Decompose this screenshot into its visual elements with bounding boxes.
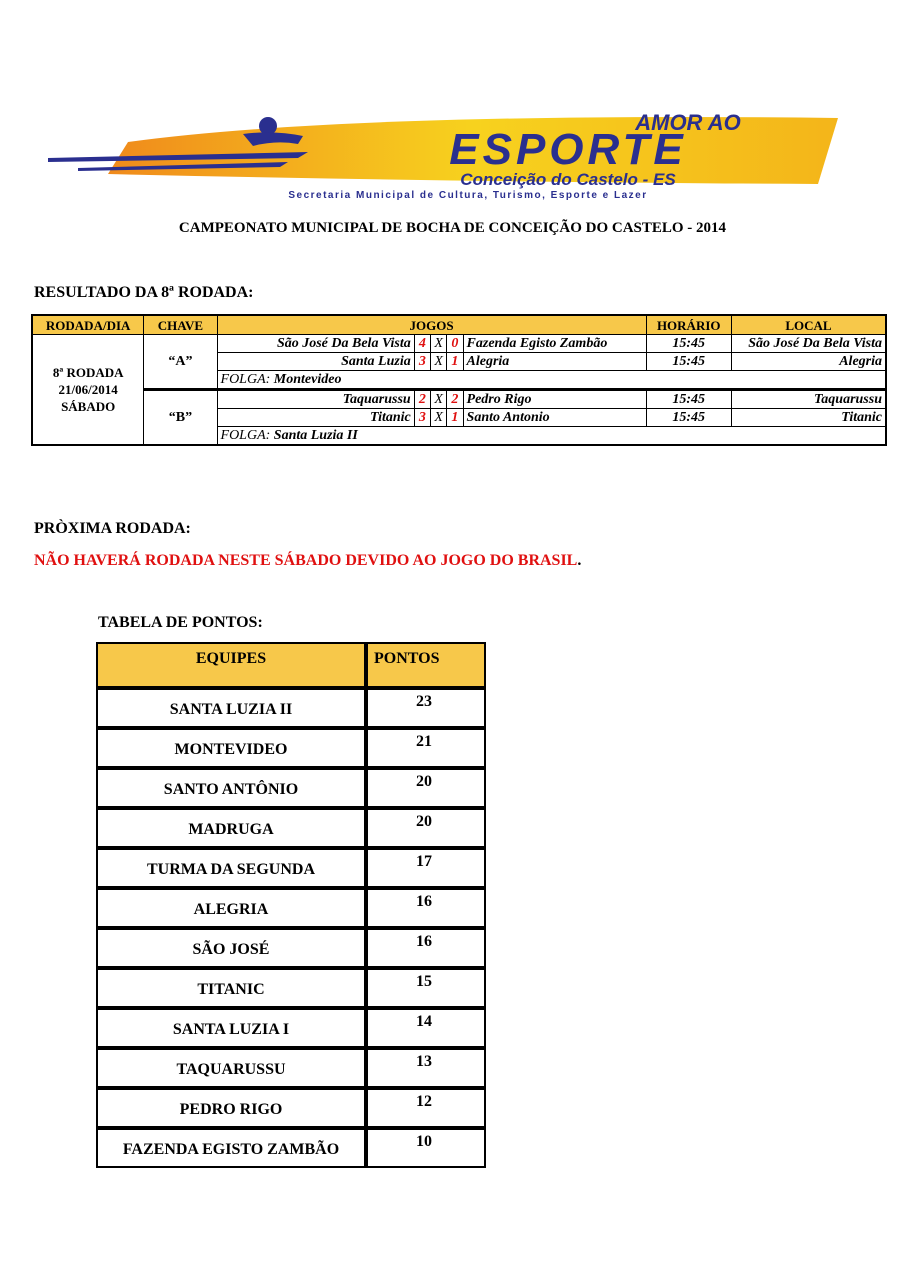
table-row <box>98 770 484 810</box>
team-points: 20 <box>368 770 484 810</box>
table-row <box>98 970 484 1010</box>
versus: X <box>431 390 447 409</box>
team-points: 16 <box>368 890 484 930</box>
team-points: 20 <box>368 810 484 850</box>
team-points: 17 <box>368 850 484 890</box>
team-name: MONTEVIDEO <box>98 730 368 770</box>
game-local: Alegria <box>731 353 886 371</box>
home-score: 2 <box>414 390 430 409</box>
team-name: SÃO JOSÉ <box>98 930 368 970</box>
next-round-label: PRÒXIMA RODADA: <box>34 520 191 537</box>
away-team: Alegria <box>463 353 646 371</box>
chave-a: “A” <box>144 335 217 390</box>
rodada-date: 21/06/2014 <box>58 382 118 397</box>
table-row <box>98 1050 484 1090</box>
folga-cell <box>217 427 886 446</box>
championship-title: CAMPEONATO MUNICIPAL DE BOCHA DE CONCEIÇÃO DO CASTELO - 2014 <box>178 220 727 236</box>
table-row <box>98 890 484 930</box>
home-score: 3 <box>414 409 430 427</box>
away-score: 2 <box>447 390 463 409</box>
rodada-number: 8ª RODADA <box>52 365 124 380</box>
team-name: TITANIC <box>98 970 368 1010</box>
table-row <box>98 930 484 970</box>
folga-label: FOLGA: <box>220 428 271 443</box>
points-table-label: TABELA DE PONTOS: <box>98 614 263 631</box>
header-horario: HORÁRIO <box>646 315 731 335</box>
game-row <box>32 390 886 409</box>
team-points: 15 <box>368 970 484 1010</box>
table-row <box>98 690 484 730</box>
logo-tagline: Secretaria Municipal de Cultura, Turismo, Esporte e Lazer <box>288 190 648 200</box>
folga-team: Montevideo <box>273 372 342 387</box>
team-points: 14 <box>368 1010 484 1050</box>
game-time: 15:45 <box>646 409 731 427</box>
versus: X <box>431 409 447 427</box>
result-label: RESULTADO DA 8ª RODADA: <box>34 284 254 301</box>
table-row <box>98 1090 484 1130</box>
table-row <box>98 810 484 850</box>
game-local: Taquarussu <box>731 390 886 409</box>
next-round-text: NÃO HAVERÁ RODADA NESTE SÁBADO DEVIDO AO JOGO DO BRASIL <box>34 552 578 569</box>
logo-main-text: ESPORTE <box>449 125 687 174</box>
team-name: ALEGRIA <box>98 890 368 930</box>
home-score: 4 <box>414 335 430 353</box>
table-row <box>98 730 484 770</box>
logo-top-text: AMOR AO <box>635 112 741 135</box>
rodada-cell <box>32 335 144 446</box>
results-table <box>31 314 887 446</box>
next-round-message <box>34 552 581 570</box>
team-points: 10 <box>416 1133 432 1150</box>
points-table <box>96 642 486 1168</box>
game-time: 15:45 <box>646 390 731 409</box>
game-local: São José Da Bela Vista <box>731 335 886 353</box>
team-points: 12 <box>368 1090 484 1130</box>
team-name: FAZENDA EGISTO ZAMBÃO <box>98 1130 368 1166</box>
home-team: São José Da Bela Vista <box>217 335 414 353</box>
rodada-day: SÁBADO <box>61 399 116 414</box>
header-equipes: EQUIPES <box>98 644 368 690</box>
logo-subtitle: Conceição do Castelo - ES <box>460 170 676 189</box>
points-header-row <box>98 644 484 690</box>
home-team: Titanic <box>217 409 414 427</box>
team-points: 21 <box>368 730 484 770</box>
versus: X <box>431 353 447 371</box>
away-score: 0 <box>447 335 463 353</box>
header-local: LOCAL <box>731 315 886 335</box>
game-local: Titanic <box>731 409 886 427</box>
team-points: 16 <box>368 930 484 970</box>
header-chave: CHAVE <box>144 315 217 335</box>
home-team: Santa Luzia <box>217 353 414 371</box>
table-row <box>98 1130 484 1166</box>
away-score: 1 <box>447 353 463 371</box>
team-name: TAQUARUSSU <box>98 1050 368 1090</box>
game-row <box>32 335 886 353</box>
next-round-period: . <box>577 552 582 569</box>
away-team: Santo Antonio <box>463 409 646 427</box>
away-score: 1 <box>447 409 463 427</box>
folga-label: FOLGA: <box>220 372 271 387</box>
folga-cell <box>217 371 886 390</box>
table-row <box>98 850 484 890</box>
home-team: Taquarussu <box>217 390 414 409</box>
team-name: MADRUGA <box>98 810 368 850</box>
team-points: 23 <box>368 690 484 730</box>
team-points: 13 <box>368 1050 484 1090</box>
versus: X <box>431 335 447 353</box>
away-team: Pedro Rigo <box>463 390 646 409</box>
header-jogos: JOGOS <box>217 315 646 335</box>
team-name: PEDRO RIGO <box>98 1090 368 1130</box>
team-name: SANTA LUZIA II <box>98 690 368 730</box>
away-team: Fazenda Egisto Zambão <box>463 335 646 353</box>
team-name: SANTO ANTÔNIO <box>98 770 368 810</box>
game-time: 15:45 <box>646 335 731 353</box>
header-rodada: RODADA/DIA <box>32 315 144 335</box>
home-score: 3 <box>414 353 430 371</box>
folga-team: Santa Luzia II <box>273 428 358 443</box>
header-pontos: PONTOS <box>368 644 484 690</box>
team-name: TURMA DA SEGUNDA <box>98 850 368 890</box>
results-header-row <box>32 315 886 335</box>
amor-ao-esporte-logo <box>48 112 838 200</box>
game-time: 15:45 <box>646 353 731 371</box>
chave-b: “B” <box>144 390 217 446</box>
table-row <box>98 1010 484 1050</box>
team-name: SANTA LUZIA I <box>98 1010 368 1050</box>
